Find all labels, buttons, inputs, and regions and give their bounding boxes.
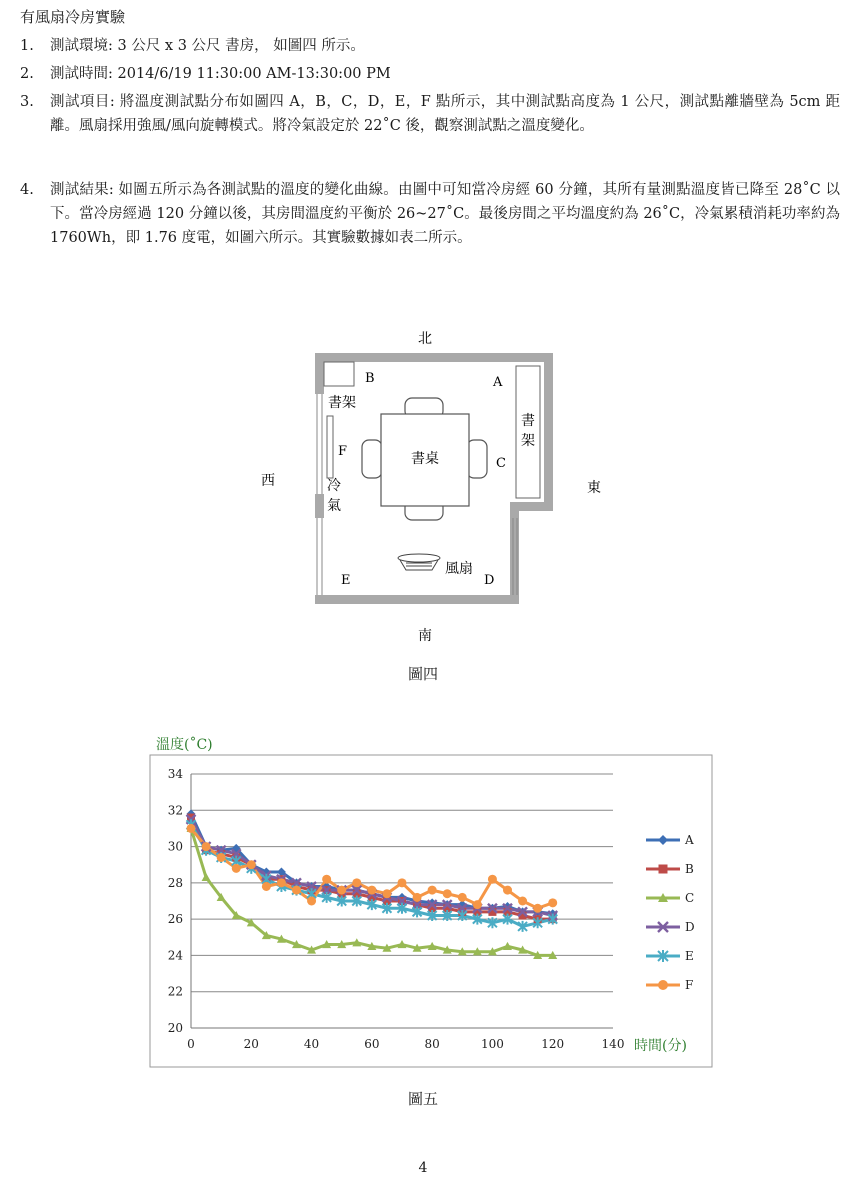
data-point (277, 878, 286, 887)
floor-plan-diagram (0, 320, 846, 680)
data-point (398, 878, 407, 887)
bookshelf-left-label: 書架 (328, 395, 356, 411)
aircon-label: 冷氣 (327, 478, 341, 514)
y-tick-label: 20 (167, 1021, 183, 1035)
temperature-line-chart (0, 730, 846, 1070)
list-item-text: 測試項目: 將溫度測試點分布如圖四 A，B，C，D，E，F 點所示，其中測試點高度為 1 公尺，測試點離牆壁為 5cm 距離。風扇採用強風/風向旋轉模式。將冷氣設定於 22˚C 後，觀察測試點之溫度變化。 (50, 94, 840, 134)
y-tick-label: 30 (167, 839, 183, 854)
data-point (473, 900, 482, 909)
data-point (443, 889, 452, 898)
x-axis-title: 時間(分) (634, 1038, 687, 1054)
legend-label: E (685, 949, 694, 963)
list-item-number: 3. (20, 94, 34, 110)
aircon-unit (327, 416, 333, 478)
fan-label: 風扇 (445, 561, 473, 577)
list-item (20, 34, 840, 58)
legend-label: C (685, 891, 695, 905)
figure4-caption: 圖四 (407, 665, 438, 683)
data-point (382, 889, 391, 898)
list-item (20, 178, 840, 250)
point-a-label: A (493, 375, 503, 390)
desk-label: 書桌 (411, 451, 439, 467)
x-tick-label: 20 (243, 1037, 259, 1051)
x-tick-label: 80 (424, 1037, 440, 1051)
legend-label: D (685, 920, 695, 934)
list-item (20, 62, 840, 86)
list-item-text: 測試結果: 如圖五所示為各測試點的溫度的變化曲線。由圖中可知當冷房經 60 分鐘，其所有量測點溫度皆已降至 28˚C 以下。當冷房經過 120 分鐘以後，其房間溫度約平衡於 26~27˚C。最後房間之平均溫度約為 26˚C，冷氣累積消耗功率約為 1760Wh，即 1.76 度電，如圖六所示。其實驗數據如表二所示。 (50, 182, 840, 246)
y-tick-label: 28 (167, 875, 183, 890)
list-item-number: 2. (20, 66, 34, 82)
data-point (658, 980, 668, 990)
compass-north: 北 (418, 331, 432, 347)
list-item-number: 4. (20, 182, 34, 198)
data-point (503, 886, 512, 895)
bookshelf-right-unit (516, 366, 540, 498)
compass-west: 西 (261, 473, 275, 489)
point-c-label: C (496, 456, 506, 471)
x-tick-label: 0 (187, 1037, 195, 1051)
data-point (548, 898, 557, 907)
list-item (20, 90, 840, 138)
point-b-label: B (365, 371, 375, 386)
data-point (533, 904, 542, 913)
x-tick-label: 120 (541, 1037, 565, 1051)
data-point (659, 865, 668, 874)
data-point (322, 875, 331, 884)
data-point (247, 860, 256, 869)
y-tick-label: 26 (167, 912, 183, 927)
section-heading: 有風扇冷房實驗 (20, 8, 126, 26)
data-point (202, 842, 211, 851)
list-item-text: 測試環境: 3 公尺 x 3 公尺 書房， 如圖四 所示。 (50, 38, 365, 54)
page-number: 4 (418, 1160, 428, 1176)
point-f-label: F (338, 444, 348, 459)
legend-label: A (685, 833, 694, 847)
x-tick-label: 140 (601, 1037, 625, 1051)
y-tick-label: 22 (167, 984, 183, 999)
data-point (488, 875, 497, 884)
y-tick-label: 24 (167, 948, 183, 963)
fan-icon (398, 554, 440, 570)
list-item-number: 1. (20, 38, 34, 54)
data-point (413, 893, 422, 902)
compass-south: 南 (418, 628, 432, 644)
data-point (262, 882, 271, 891)
point-d-label: D (484, 573, 495, 588)
legend-label: F (685, 978, 694, 992)
data-point (217, 853, 226, 862)
x-tick-label: 100 (480, 1037, 504, 1051)
data-point (337, 886, 346, 895)
data-point (367, 886, 376, 895)
y-tick-label: 34 (167, 767, 183, 781)
data-point (232, 864, 241, 873)
x-tick-label: 40 (303, 1037, 320, 1051)
list-item-text: 測試時間: 2014/6/19 11:30:00 AM-13:30:00 PM (50, 66, 391, 82)
data-point (352, 878, 361, 887)
legend-label: B (685, 862, 694, 876)
point-e-label: E (341, 573, 351, 588)
data-point (518, 897, 527, 906)
data-point (458, 893, 467, 902)
data-point (307, 897, 316, 906)
x-tick-label: 60 (364, 1037, 380, 1051)
y-axis-title: 溫度(˚C) (156, 737, 213, 753)
data-point (428, 886, 437, 895)
data-point (292, 886, 301, 895)
bookshelf-right-label: 書架 (521, 413, 535, 449)
compass-east: 東 (587, 480, 601, 496)
shelf-corner-box (324, 362, 354, 386)
figure5-caption: 圖五 (407, 1090, 438, 1108)
data-point (187, 824, 196, 833)
y-tick-label: 32 (167, 803, 183, 818)
